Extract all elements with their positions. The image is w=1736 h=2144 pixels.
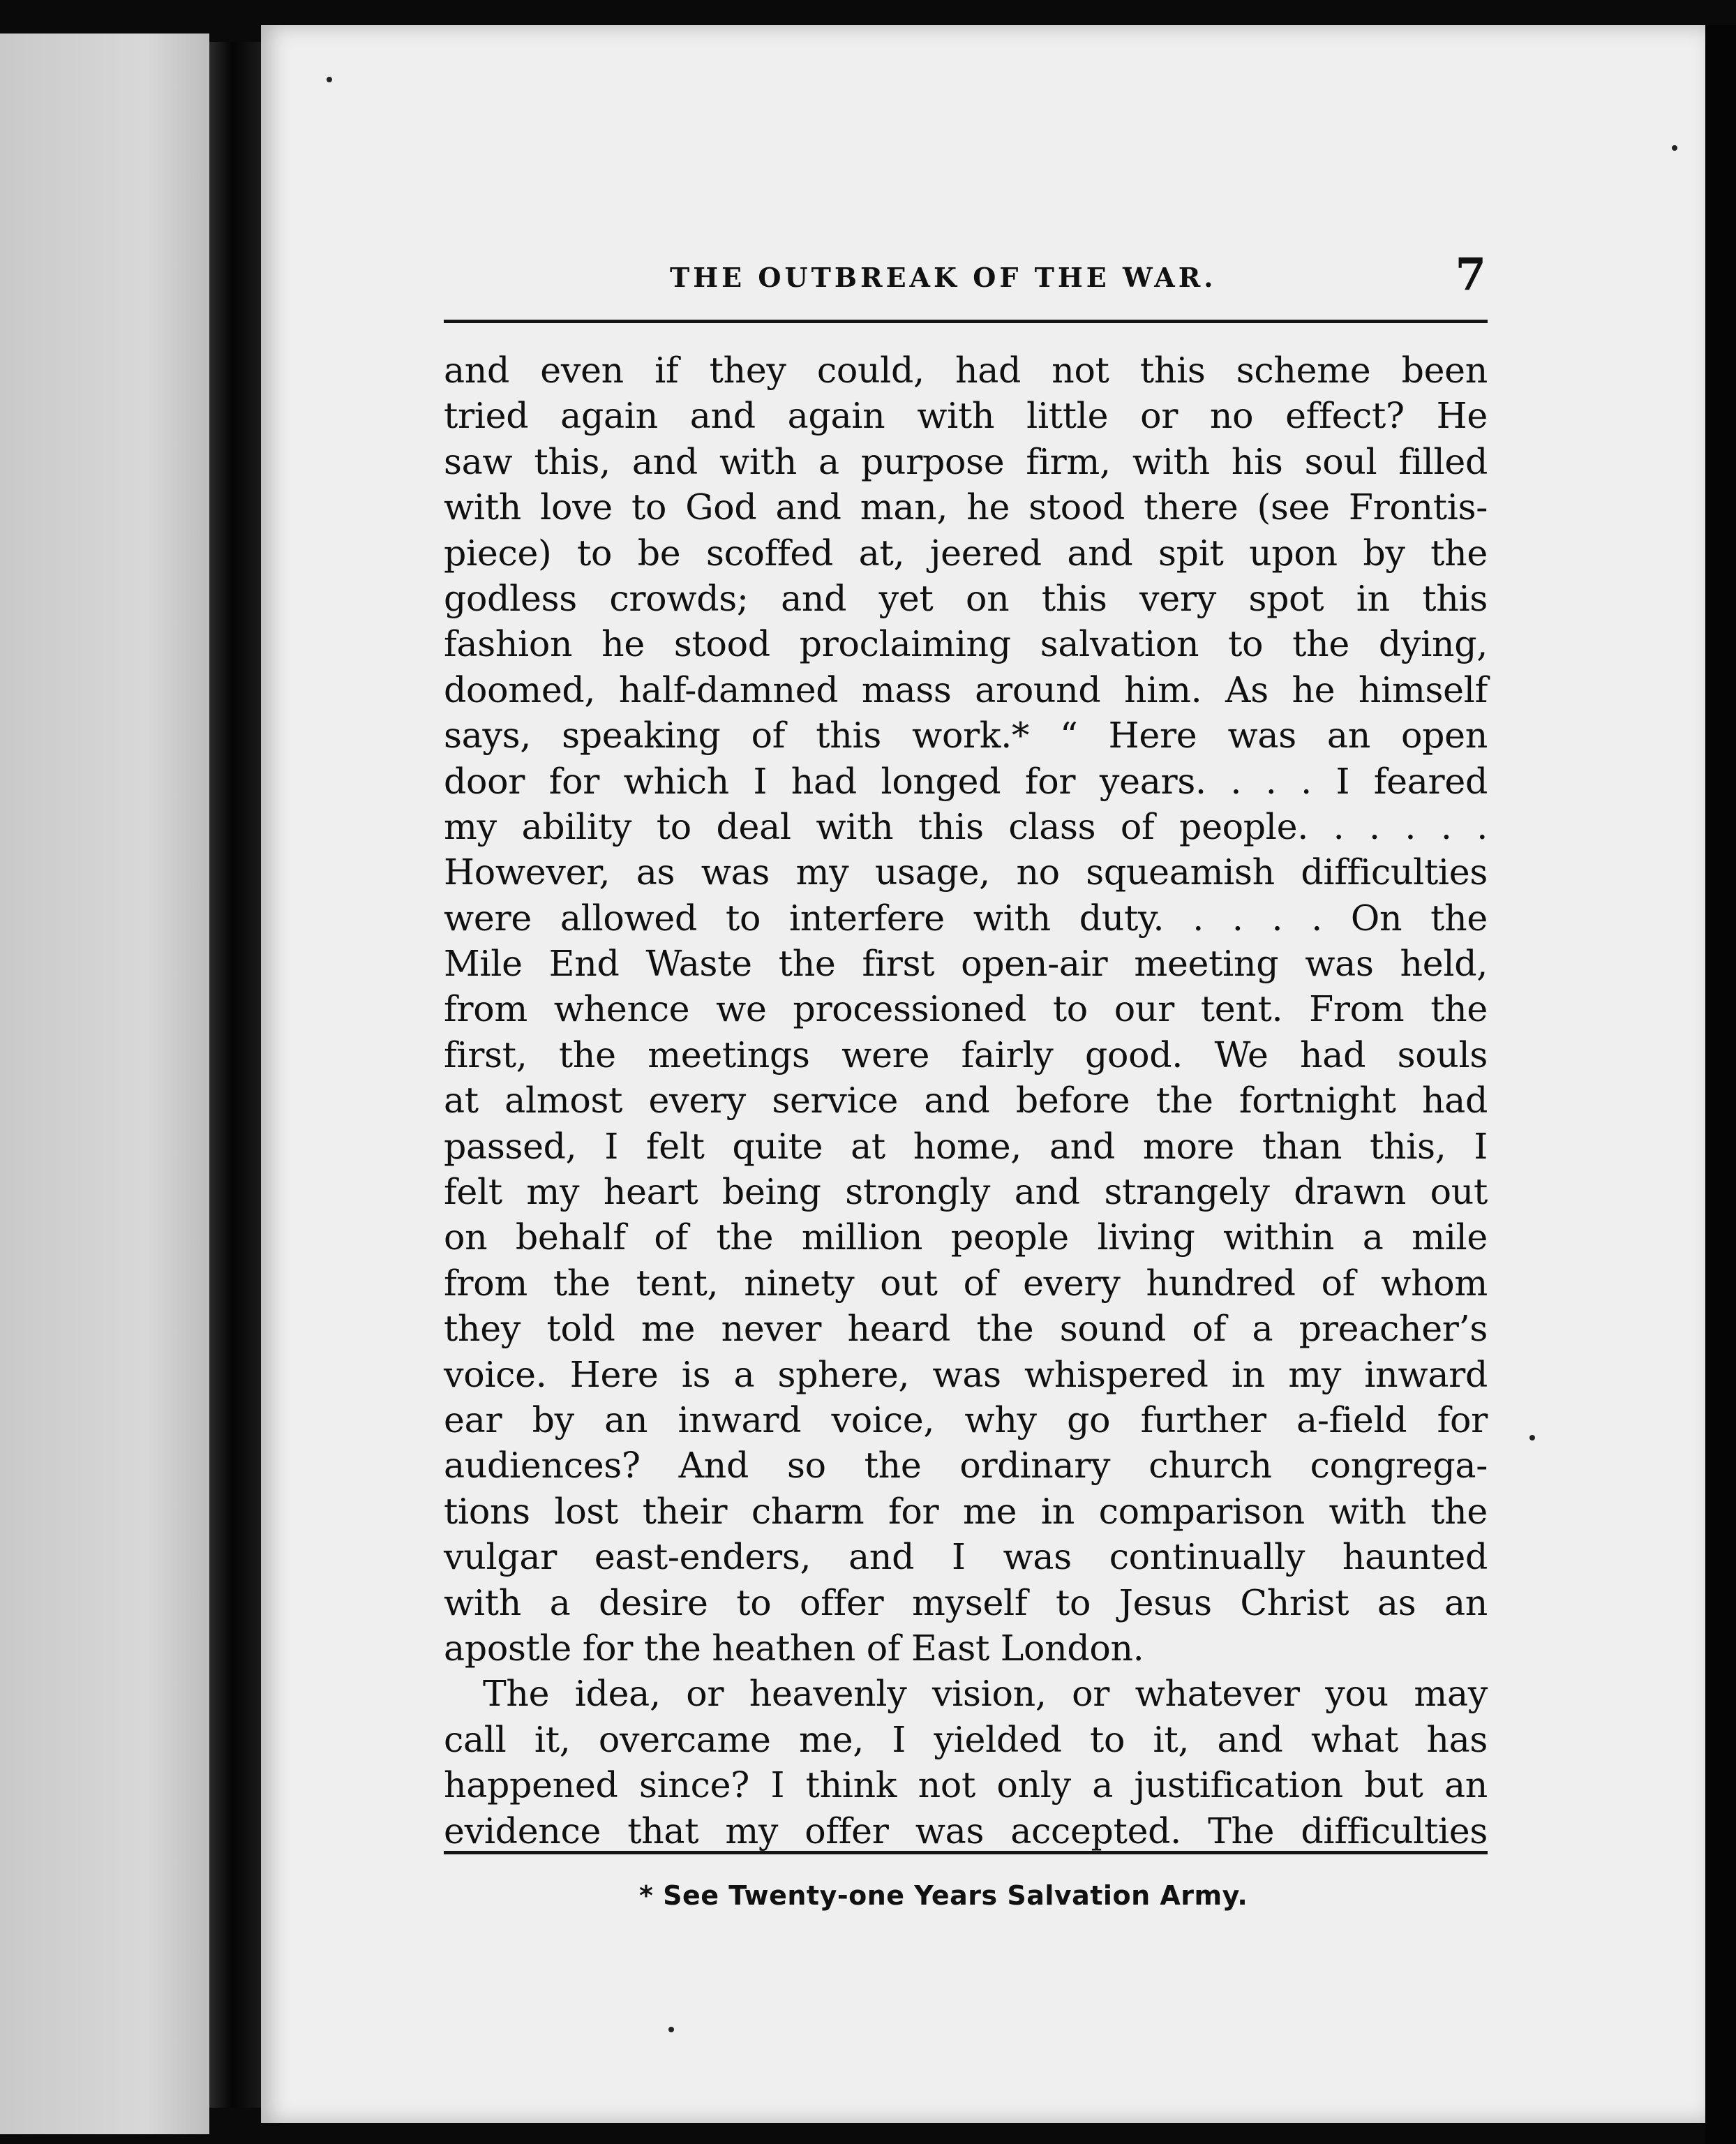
- text-line: at almost every service and before the fortnight had: [444, 1080, 1488, 1122]
- text-line: passed, I felt quite at home, and more than this, I: [444, 1125, 1488, 1167]
- book-gutter: [209, 42, 261, 2108]
- footnote: * See Twenty-one Years Salvation Army.: [639, 1880, 1248, 1911]
- scan-speck: [668, 2027, 674, 2032]
- text-line: and even if they could, had not this scheme been: [444, 350, 1488, 391]
- text-line: they told me never heard the sound of a preacher’s: [444, 1308, 1488, 1350]
- text-line: evidence that my offer was accepted. The difficulties: [444, 1810, 1488, 1852]
- text-line: tions lost their charm for me in comparison with the: [444, 1490, 1488, 1532]
- footnote-rule: [444, 1851, 1488, 1854]
- text-line: vulgar east-enders, and I was continually haunted: [444, 1536, 1488, 1578]
- text-line: on behalf of the million people living within a mile: [444, 1216, 1488, 1258]
- text-line: doomed, half-damned mass around him. As he himself: [444, 669, 1488, 710]
- text-line: from whence we processioned to our tent. From the: [444, 988, 1488, 1030]
- text-line: door for which I had longed for years. . . . I feared: [444, 760, 1488, 802]
- text-line: audiences? And so the ordinary church congrega-: [444, 1445, 1488, 1487]
- text-line: says, speaking of this work.* “ Here was an open: [444, 715, 1488, 757]
- text-line: felt my heart being strongly and strangely drawn out: [444, 1171, 1488, 1213]
- page-number: 7: [1455, 248, 1486, 301]
- scan-speck: [1672, 145, 1677, 151]
- text-line: first, the meetings were fairly good. We had souls: [444, 1034, 1488, 1075]
- running-head: [447, 248, 1486, 301]
- text-line: were allowed to interfere with duty. . . . . On the: [444, 897, 1488, 939]
- text-line: saw this, and with a purpose firm, with his soul filled: [444, 440, 1488, 482]
- scan-speck: [327, 77, 332, 82]
- text-line: from the tent, ninety out of every hundred of whom: [444, 1262, 1488, 1304]
- text-line: call it, overcame me, I yielded to it, and what has: [444, 1718, 1488, 1760]
- text-line: apostle for the heathen of East London.: [444, 1627, 1144, 1669]
- text-line: my ability to deal with this class of people. . . . . .: [444, 805, 1488, 847]
- text-line: ear by an inward voice, why go further a-field for: [444, 1399, 1488, 1440]
- body-text: [444, 348, 1488, 1854]
- text-line: with love to God and man, he stood there (see Frontis-: [444, 486, 1488, 528]
- text-line: piece) to be scoffed at, jeered and spit upon by the: [444, 532, 1488, 574]
- left-facing-page: [0, 34, 209, 2134]
- text-line: The idea, or heavenly vision, or whatever you may: [483, 1673, 1488, 1715]
- scan-speck: [1529, 1435, 1535, 1440]
- text-line: tried again and again with little or no effect? He: [444, 395, 1488, 437]
- text-line: godless crowds; and yet on this very spot in this: [444, 577, 1488, 619]
- text-line: with a desire to offer myself to Jesus Christ as an: [444, 1581, 1488, 1623]
- text-line: However, as was my usage, no squeamish difficulties: [444, 851, 1488, 893]
- header-rule: [444, 320, 1488, 323]
- text-line: fashion he stood proclaiming salvation to the dying,: [444, 623, 1488, 665]
- right-page-edge: [1705, 25, 1736, 2144]
- running-head-title: THE OUTBREAK OF THE WAR.: [670, 262, 1217, 293]
- text-line: happened since? I think not only a justification but an: [444, 1764, 1488, 1806]
- text-line: voice. Here is a sphere, was whispered in my inward: [444, 1353, 1488, 1395]
- text-line: Mile End Waste the first open-air meeting was held,: [444, 943, 1488, 985]
